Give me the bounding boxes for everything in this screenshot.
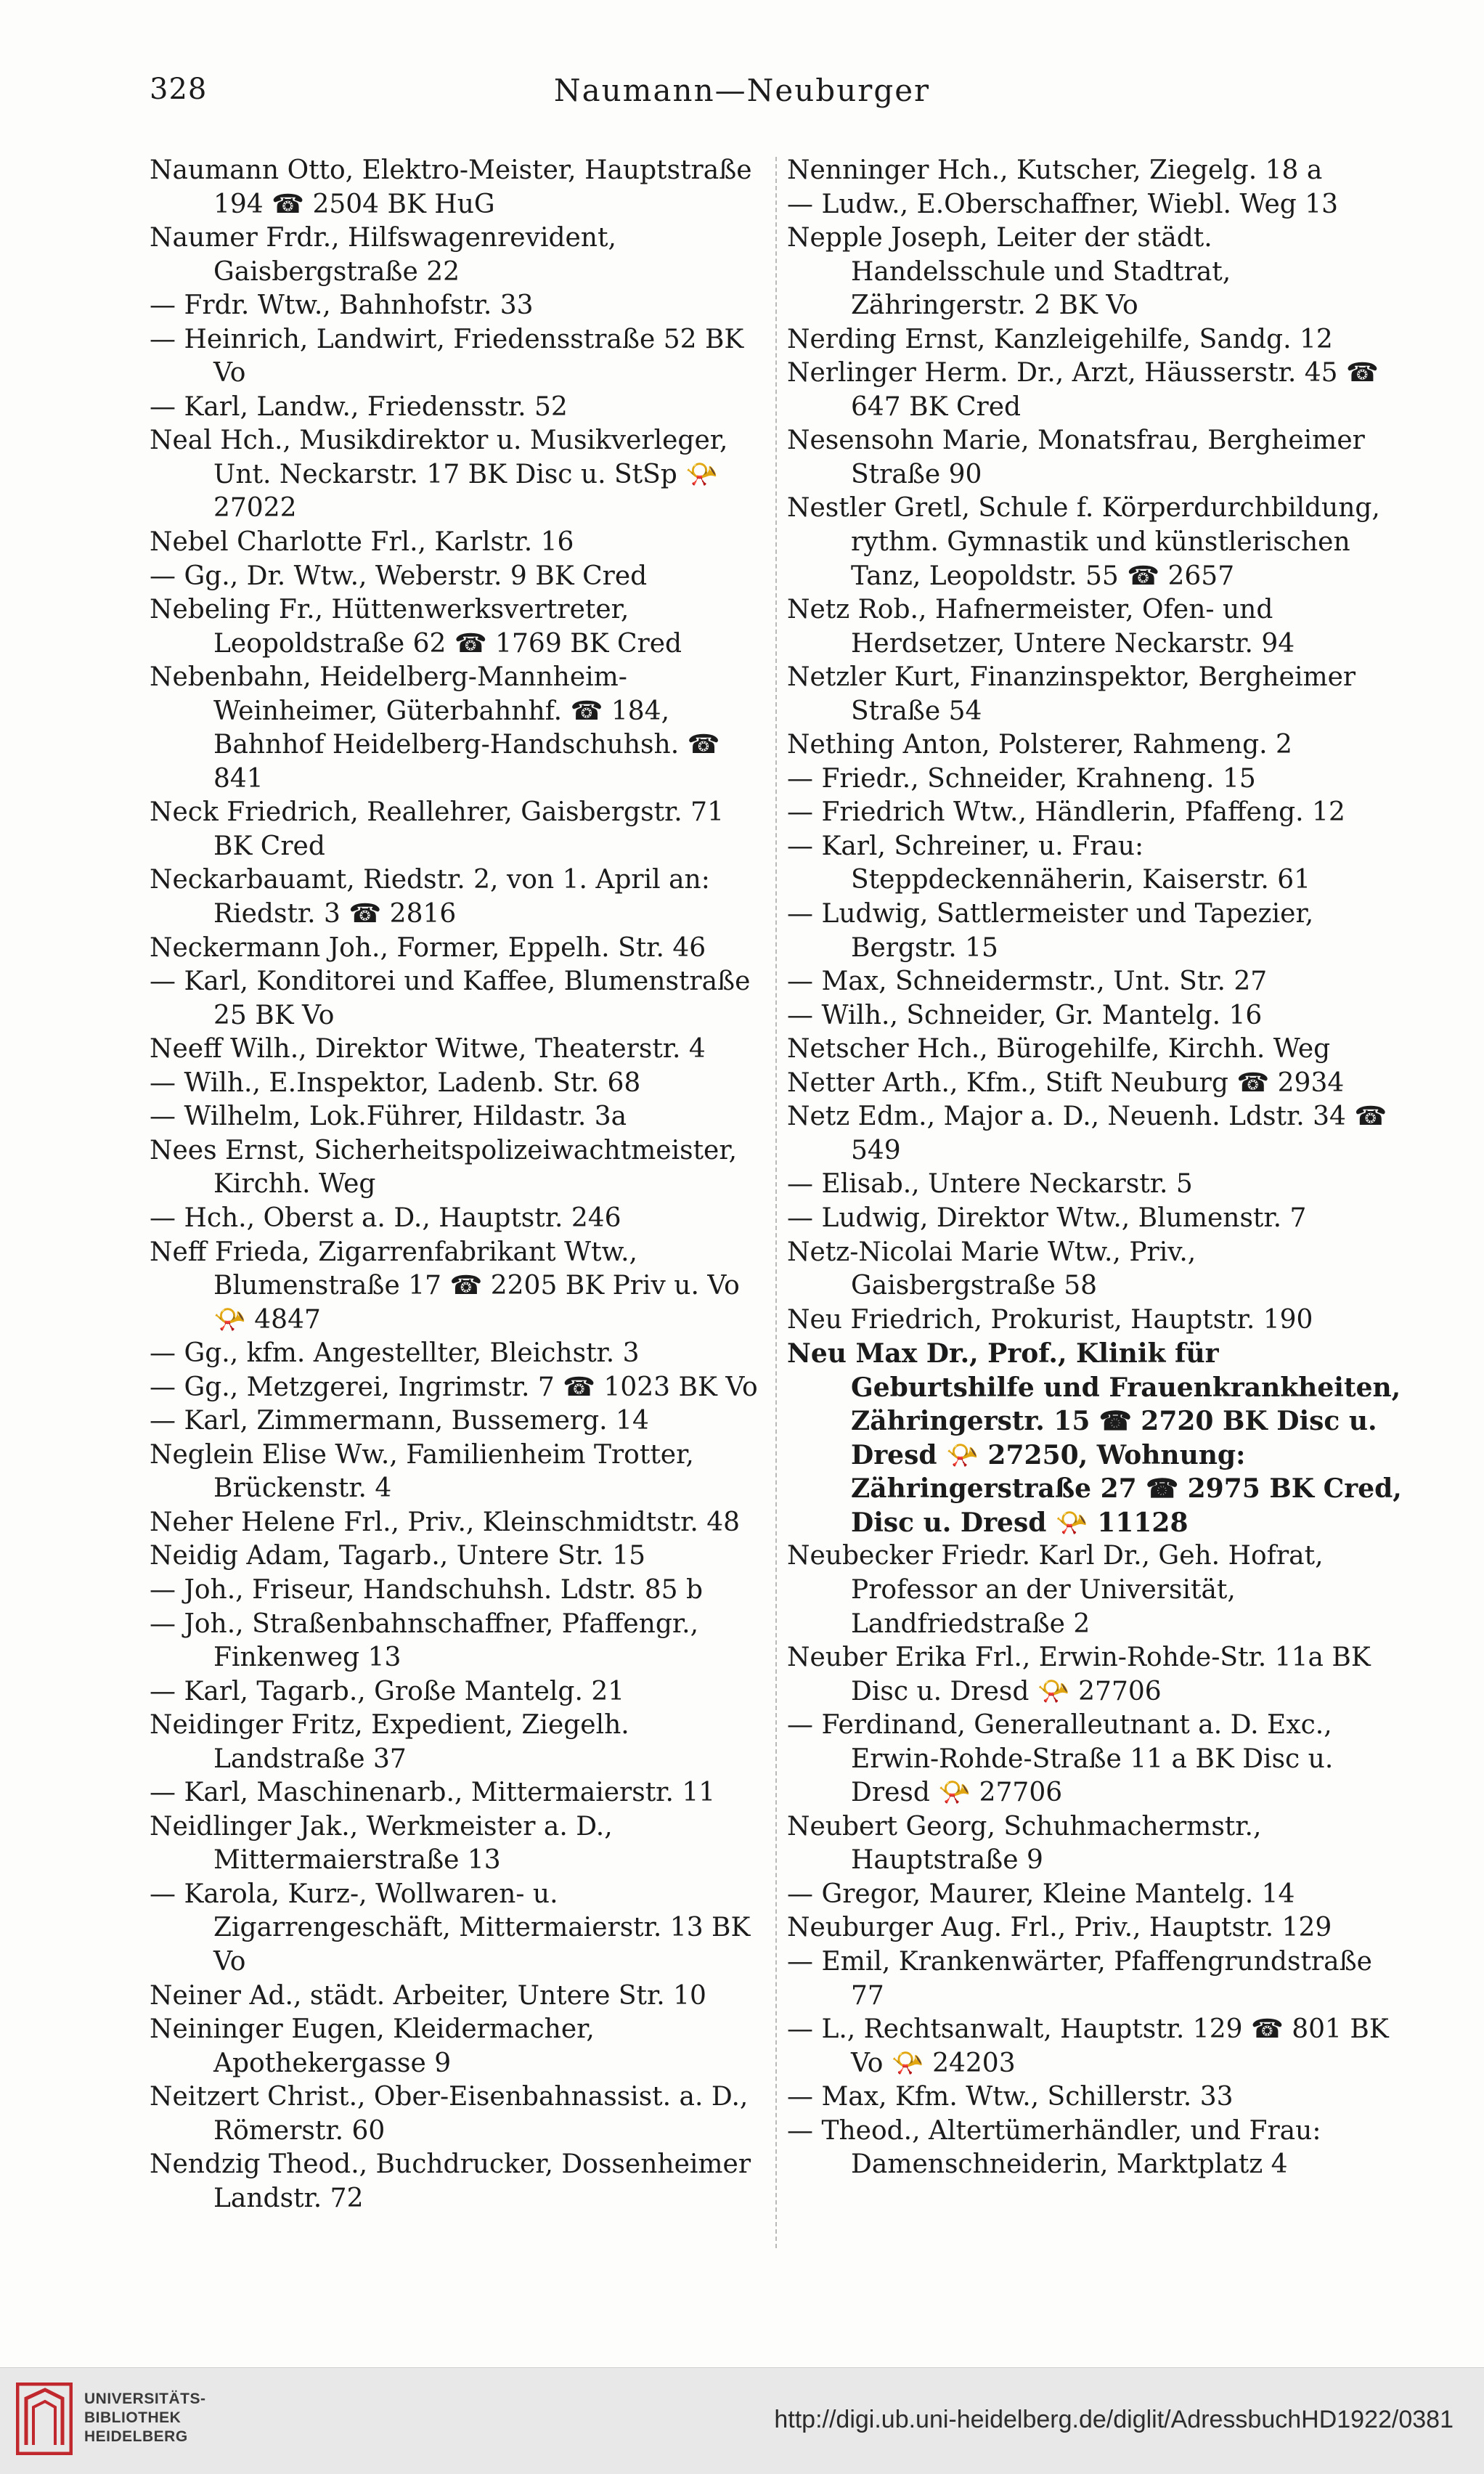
- directory-entry: Nebenbahn, Heidelberg-Mannheim-Weinheimer, Güterbahnhf. ☎ 184, Bahnhof Heidelberg-Handschuhsh. ☎ 841: [150, 662, 720, 794]
- directory-entry: Nendzig Theod., Buchdrucker, Dossenheimer Landstr. 72: [150, 2149, 751, 2213]
- directory-entry: Neu Max Dr., Prof., Klinik für Geburtshilfe und Frauenkrankheiten, Zähringerstr. 15 ☎ 2720 BK Disc u. Dresd 📯 27250, Wohnung: Zähringerstraße 27 ☎ 2975 BK Cred, Disc u. Dresd 📯 11128: [787, 1338, 1402, 1538]
- directory-entry: — Gg., Metzgerei, Ingrimstr. 7 ☎ 1023 BK Vo: [150, 1372, 758, 1402]
- directory-entry: Netscher Hch., Bürogehilfe, Kirchh. Weg: [787, 1034, 1331, 1065]
- directory-entry: Neckarbauamt, Riedstr. 2, von 1. April an: Riedstr. 3 ☎ 2816: [150, 865, 710, 929]
- directory-entry: Nees Ernst, Sicherheitspolizeiwachtmeister, Kirchh. Weg: [150, 1135, 738, 1200]
- logo-line: UNIVERSITÄTS-: [84, 2390, 206, 2407]
- directory-entry: — Friedrich Wtw., Händlerin, Pfaffeng. 12: [787, 797, 1345, 828]
- directory-entry: Nepple Joseph, Leiter der städt. Handelsschule und Stadtrat, Zähringerstr. 2 BK Vo: [787, 223, 1231, 321]
- library-logo-icon: [16, 2383, 73, 2455]
- directory-entry: Nerding Ernst, Kanzleigehilfe, Sandg. 12: [787, 324, 1333, 354]
- directory-entry: — Karl, Landw., Friedensstr. 52: [150, 391, 568, 422]
- directory-entry: Netz Edm., Major a. D., Neuenh. Ldstr. 34 ☎ 549: [787, 1102, 1387, 1165]
- directory-entry: — Friedr., Schneider, Krahneng. 15: [787, 763, 1256, 794]
- directory-entry: Nerlinger Herm. Dr., Arzt, Häusserstr. 45 ☎ 647 BK Cred: [787, 358, 1379, 422]
- directory-entry: Neal Hch., Musikdirektor u. Musikverleger, Unt. Neckarstr. 17 BK Disc u. StSp 📯 27022: [150, 426, 728, 524]
- directory-entry: — Gg., Dr. Wtw., Weberstr. 9 BK Cred: [150, 561, 648, 591]
- directory-entry: Neidlinger Jak., Werkmeister a. D., Mittermaierstraße 13: [150, 1811, 613, 1876]
- directory-entry: Neuber Erika Frl., Erwin-Rohde-Str. 11a BK Disc u. Dresd 📯 27706: [787, 1643, 1371, 1706]
- directory-entry: Nenninger Hch., Kutscher, Ziegelg. 18 a: [787, 155, 1323, 185]
- directory-entry: Neidinger Fritz, Expedient, Ziegelh. Landstraße 37: [150, 1710, 629, 1774]
- directory-entry: — Karl, Tagarb., Große Mantelg. 21: [150, 1676, 625, 1706]
- directory-entry: Neher Helene Frl., Priv., Kleinschmidtstr. 48: [150, 1507, 741, 1537]
- directory-entry: Netz-Nicolai Marie Wtw., Priv., Gaisbergstraße 58: [787, 1237, 1196, 1301]
- directory-entry: Neff Frieda, Zigarrenfabrikant Wtw., Blumenstraße 17 ☎ 2205 BK Priv u. Vo 📯 4847: [150, 1237, 740, 1335]
- directory-entry: Nesensohn Marie, Monatsfrau, Bergheimer Straße 90: [787, 426, 1365, 489]
- directory-entry: — Gregor, Maurer, Kleine Mantelg. 14: [787, 1879, 1295, 1909]
- directory-entry: — L., Rechtsanwalt, Hauptstr. 129 ☎ 801 BK Vo 📯 24203: [787, 2014, 1389, 2078]
- directory-entry: — Ludwig, Sattlermeister und Tapezier, Bergstr. 15: [787, 899, 1314, 963]
- directory-entry: — Karl, Schreiner, u. Frau: Steppdeckennäherin, Kaiserstr. 61: [787, 831, 1311, 895]
- directory-entry: Naumann Otto, Elektro-Meister, Hauptstraße 194 ☎ 2504 BK HuG: [150, 155, 752, 219]
- directory-entry: — Karl, Zimmermann, Bussemerg. 14: [150, 1406, 649, 1436]
- directory-entry: Netter Arth., Kfm., Stift Neuburg ☎ 2934: [787, 1067, 1345, 1098]
- directory-entry: — Theod., Altertümerhändler, und Frau: Damenschneiderin, Marktplatz 4: [787, 2115, 1321, 2180]
- directory-entry: Neeff Wilh., Direktor Witwe, Theaterstr. 4: [150, 1034, 706, 1065]
- directory-entry: — Joh., Friseur, Handschuhsh. Ldstr. 85 b: [150, 1574, 704, 1605]
- directory-entry: Neubecker Friedr. Karl Dr., Geh. Hofrat, Professor an der Universität, Landfriedstraße 2: [787, 1541, 1324, 1639]
- directory-entry: — Max, Schneidermstr., Unt. Str. 27: [787, 967, 1268, 997]
- column-divider: [775, 157, 777, 2248]
- logo-line: BIBLIOTHEK: [84, 2409, 182, 2426]
- directory-entry: — Wilh., E.Inspektor, Ladenb. Str. 68: [150, 1067, 641, 1098]
- logo-line: HEIDELBERG: [84, 2428, 188, 2445]
- directory-entry: — Karola, Kurz-, Wollwaren- u. Zigarrengeschäft, Mittermaierstr. 13 BK Vo: [150, 1879, 751, 1977]
- directory-entry: — Karl, Konditorei und Kaffee, Blumenstraße 25 BK Vo: [150, 967, 751, 1030]
- directory-entry: Nething Anton, Polsterer, Rahmeng. 2: [787, 730, 1292, 760]
- directory-entry: Neck Friedrich, Reallehrer, Gaisbergstr. 71 BK Cred: [150, 797, 724, 861]
- directory-entry: — Karl, Maschinenarb., Mittermaierstr. 11: [150, 1778, 716, 1808]
- directory-entry: — Max, Kfm. Wtw., Schillerstr. 33: [787, 2082, 1234, 2112]
- directory-entry: Netzler Kurt, Finanzinspektor, Bergheimer Straße 54: [787, 662, 1356, 726]
- directory-entry: — Ferdinand, Generalleutnant a. D. Exc., Erwin-Rohde-Straße 11 a BK Disc u. Dresd 📯 27706: [787, 1710, 1334, 1808]
- directory-entry: — Joh., Straßenbahnschaffner, Pfaffengr., Finkenweg 13: [150, 1608, 699, 1673]
- left-column: [150, 154, 767, 2215]
- source-url-link[interactable]: http://digi.ub.uni-heidelberg.de/diglit/AdressbuchHD1922/0381: [774, 2406, 1454, 2433]
- directory-entry: Neininger Eugen, Kleidermacher, Apothekergasse 9: [150, 2014, 595, 2078]
- viewer-footer: [0, 2367, 1484, 2474]
- directory-entry: Neidig Adam, Tagarb., Untere Str. 15: [150, 1541, 645, 1571]
- directory-entry: — Wilhelm, Lok.Führer, Hildastr. 3a: [150, 1102, 627, 1132]
- directory-entry: — Frdr. Wtw., Bahnhofstr. 33: [150, 290, 534, 321]
- directory-entry: — Wilh., Schneider, Gr. Mantelg. 16: [787, 1000, 1263, 1030]
- directory-entry: Neu Friedrich, Prokurist, Hauptstr. 190: [787, 1304, 1313, 1335]
- directory-entry: Neitzert Christ., Ober-Eisenbahnassist. a. D., Römerstr. 60: [150, 2082, 749, 2146]
- directory-entry: Neuburger Aug. Frl., Priv., Hauptstr. 129: [787, 1913, 1332, 1943]
- directory-entry: — Elisab., Untere Neckarstr. 5: [787, 1169, 1193, 1200]
- directory-entry: Neglein Elise Ww., Familienheim Trotter, Brückenstr. 4: [150, 1439, 694, 1504]
- directory-entry: — Ludwig, Direktor Wtw., Blumenstr. 7: [787, 1203, 1307, 1233]
- directory-entry: — Heinrich, Landwirt, Friedensstraße 52 BK Vo: [150, 324, 744, 388]
- page-number: 328: [150, 73, 208, 106]
- directory-entry: — Hch., Oberst a. D., Hauptstr. 246: [150, 1203, 621, 1233]
- directory-entry: Netz Rob., Hafnermeister, Ofen- und Herdsetzer, Untere Neckarstr. 94: [787, 595, 1295, 659]
- directory-entry: Neiner Ad., städt. Arbeiter, Untere Str. 10: [150, 1980, 706, 2011]
- directory-entry: Nestler Gretl, Schule f. Körperdurchbildung, rythm. Gymnastik und künstlerischen Tanz, Leopoldstr. 55 ☎ 2657: [787, 493, 1380, 591]
- directory-entry: Nebel Charlotte Frl., Karlstr. 16: [150, 527, 574, 558]
- directory-entry: Neckermann Joh., Former, Eppelh. Str. 46: [150, 932, 706, 963]
- directory-entry: — Ludw., E.Oberschaffner, Wiebl. Weg 13: [787, 189, 1339, 219]
- directory-entry: Naumer Frdr., Hilfswagenrevident, Gaisbergstraße 22: [150, 223, 616, 287]
- directory-entry: Neubert Georg, Schuhmachermstr., Hauptstraße 9: [787, 1811, 1262, 1876]
- directory-entry: Nebeling Fr., Hüttenwerksvertreter, Leopoldstraße 62 ☎ 1769 BK Cred: [150, 595, 682, 659]
- directory-entry: — Emil, Krankenwärter, Pfaffengrundstraße 77: [787, 1946, 1372, 2011]
- library-logo-text: [84, 2390, 206, 2446]
- right-column: [787, 154, 1404, 2182]
- running-head: Naumann—Neuburger: [553, 73, 931, 108]
- directory-entry: — Gg., kfm. Angestellter, Bleichstr. 3: [150, 1338, 640, 1369]
